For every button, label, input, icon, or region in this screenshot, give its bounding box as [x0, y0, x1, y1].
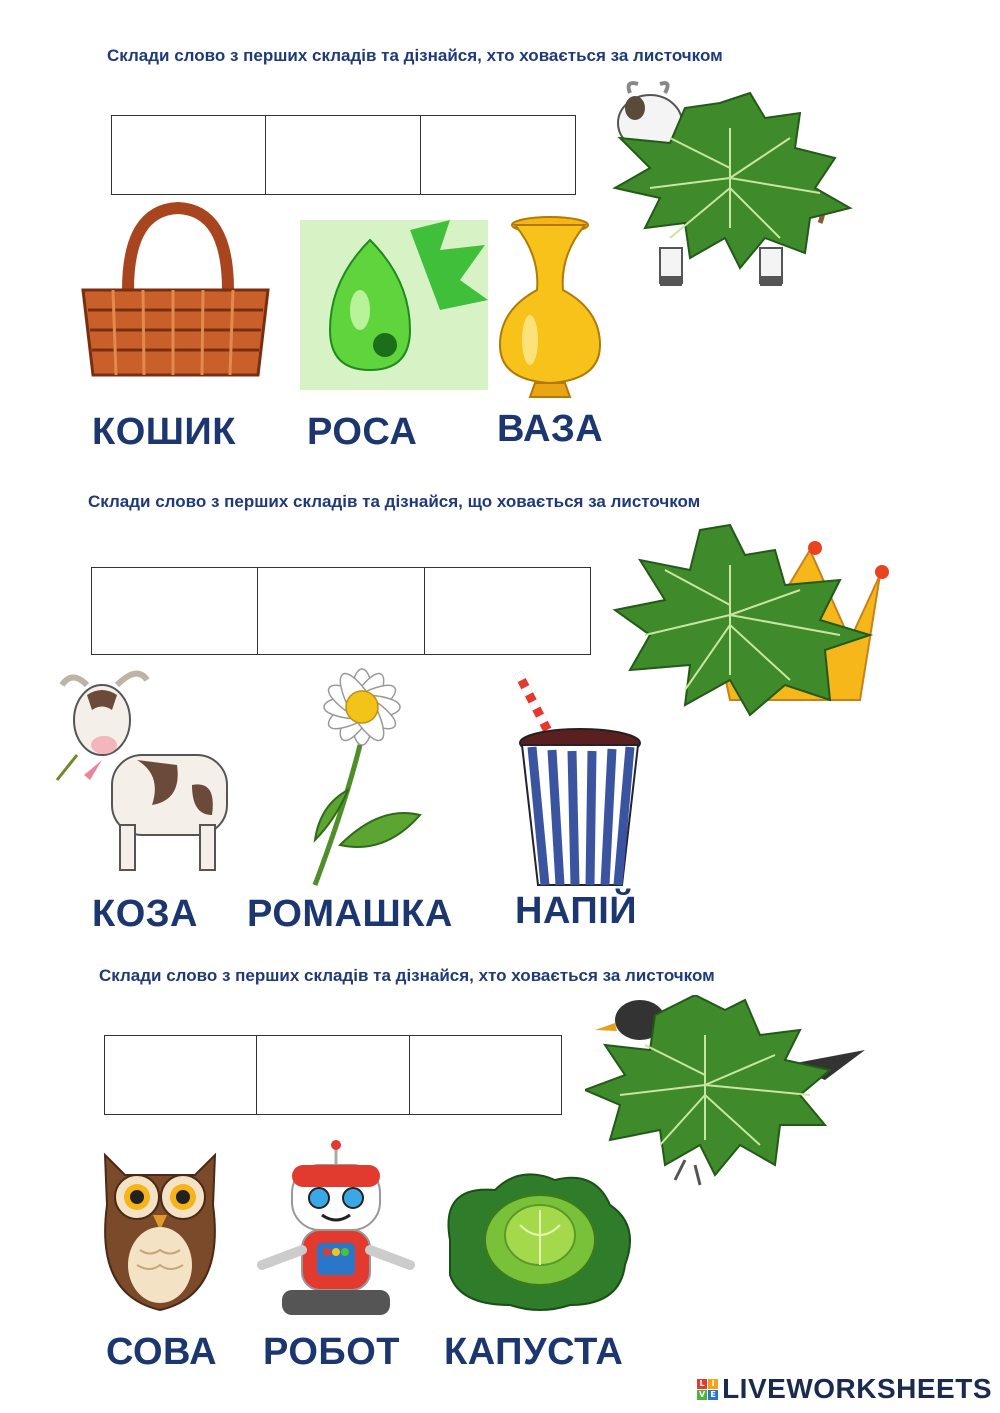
logo-letter: E [708, 1390, 718, 1400]
drink-picture [510, 665, 645, 890]
chamomile-picture [290, 655, 425, 890]
logo-letter: V [698, 1389, 706, 1399]
robot-picture [247, 1140, 425, 1320]
word-label: НАПІЙ [515, 890, 638, 932]
answer-box[interactable] [421, 115, 576, 195]
word-label: ВАЗА [497, 408, 604, 450]
vase-picture [495, 215, 605, 400]
answer-box[interactable] [258, 567, 425, 655]
word-label: КОЗА [92, 893, 198, 935]
answer-box[interactable] [104, 1035, 257, 1115]
answer-box[interactable] [410, 1035, 562, 1115]
logo-letter: I [708, 1379, 718, 1389]
logo-letter: L [697, 1379, 707, 1389]
liveworksheets-logo-icon [697, 1379, 718, 1400]
word-label: СОВА [106, 1331, 218, 1373]
instruction-3: Склади слово з перших складів та дізнайся, хто ховається за листочком [99, 966, 715, 985]
owl-picture [95, 1145, 225, 1315]
answer-boxes-1 [111, 115, 576, 195]
goat-picture [52, 665, 232, 875]
word-label: РОБОТ [263, 1331, 400, 1373]
instruction-2: Склади слово з перших складів та дізнайся, що ховається за листочком [88, 492, 701, 511]
answer-box[interactable] [257, 1035, 410, 1115]
cow-behind-leaf-picture [590, 78, 860, 293]
word-label: КАПУСТА [444, 1331, 624, 1373]
answer-boxes-3 [104, 1035, 562, 1115]
answer-boxes-2 [91, 567, 591, 655]
liveworksheets-brand[interactable]: LIVEWORKSHEETS [722, 1373, 992, 1404]
word-label: КОШИК [92, 411, 236, 453]
word-label: РОСА [307, 411, 418, 453]
dew-drop-picture [300, 220, 488, 390]
bird-behind-leaf-picture [585, 995, 870, 1190]
answer-box[interactable] [266, 115, 421, 195]
word-label: РОМАШКА [247, 893, 453, 935]
liveworksheets-footer [697, 1373, 992, 1405]
answer-box[interactable] [425, 567, 591, 655]
crown-behind-leaf-picture [610, 520, 890, 720]
answer-box[interactable] [111, 115, 266, 195]
answer-box[interactable] [91, 567, 258, 655]
basket-picture [78, 200, 273, 385]
instruction-1: Склади слово з перших складів та дізнайся, хто ховається за листочком [107, 46, 723, 65]
cabbage-picture [440, 1165, 640, 1315]
